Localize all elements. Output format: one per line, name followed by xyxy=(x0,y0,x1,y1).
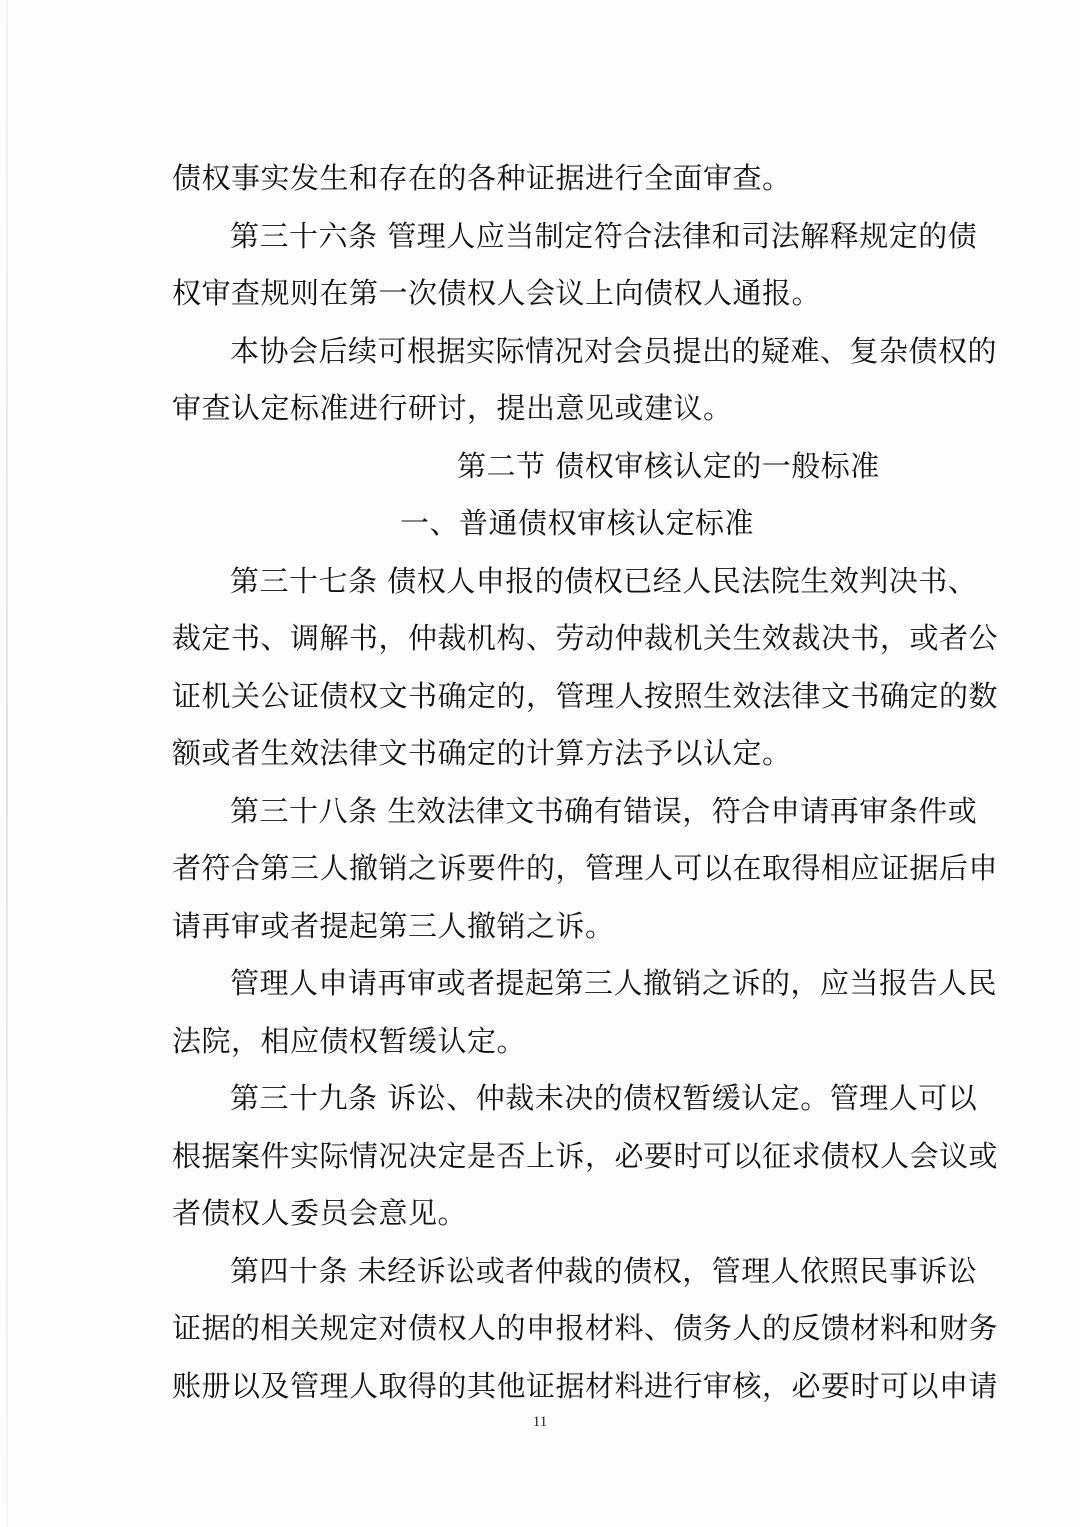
paragraph-line: 本协会后续可根据实际情况对会员提出的疑难、复杂债权的 xyxy=(230,333,998,368)
paragraph-line: 法院，相应债权暂缓认定。 xyxy=(172,1023,527,1058)
article-37-line: 额或者生效法律文书确定的计算方法予以认定。 xyxy=(172,736,792,770)
document-body xyxy=(172,150,999,1415)
page-number: 11 xyxy=(532,1414,548,1430)
article-38-line: 者符合第三人撤销之诉要件的，管理人可以在取得相应证据后申 xyxy=(172,851,999,885)
paragraph-line: 债权事实发生和存在的各种证据进行全面审查。 xyxy=(172,161,792,195)
article-40-line: 账册以及管理人取得的其他证据材料进行审核，必要时可以申请 xyxy=(172,1368,999,1403)
article-39-line: 者债权人委员会意见。 xyxy=(172,1196,468,1230)
paragraph-line: 管理人申请再审或者提起第三人撤销之诉的，应当报告人民 xyxy=(230,966,998,1000)
scan-edge-shadow xyxy=(6,0,8,1527)
paragraph-line: 审查认定标准进行研讨，提出意见或建议。 xyxy=(172,391,733,425)
article-40-line: 证据的相关规定对债权人的申报材料、债务人的反馈材料和财务 xyxy=(172,1311,999,1345)
article-40-line: 第四十条 未经诉讼或者仲裁的债权，管理人依照民事诉讼 xyxy=(230,1253,978,1288)
section-heading: 第二节 债权审核认定的一般标准 xyxy=(457,448,880,483)
article-36-line: 第三十六条 管理人应当制定符合法律和司法解释规定的债 xyxy=(230,218,978,253)
article-36-line: 权审查规则在第一次债权人会议上向债权人通报。 xyxy=(172,276,822,310)
article-37-line: 证机关公证债权文书确定的，管理人按照生效法律文书确定的数 xyxy=(172,678,999,713)
article-37-line: 第三十七条 债权人申报的债权已经人民法院生效判决书、 xyxy=(230,563,978,598)
subsection-heading: 一、普通债权审核认定标准 xyxy=(400,506,755,540)
article-39-line: 根据案件实际情况决定是否上诉，必要时可以征求债权人会议或 xyxy=(172,1138,999,1173)
article-37-line: 裁定书、调解书，仲裁机构、劳动仲裁机关生效裁决书，或者公 xyxy=(172,621,999,655)
article-38-line: 请再审或者提起第三人撤销之诉。 xyxy=(172,908,615,943)
article-39-line: 第三十九条 诉讼、仲裁未决的债权暂缓认定。管理人可以 xyxy=(230,1081,978,1115)
article-38-line: 第三十八条 生效法律文书确有错误，符合申请再审条件或 xyxy=(230,793,978,828)
